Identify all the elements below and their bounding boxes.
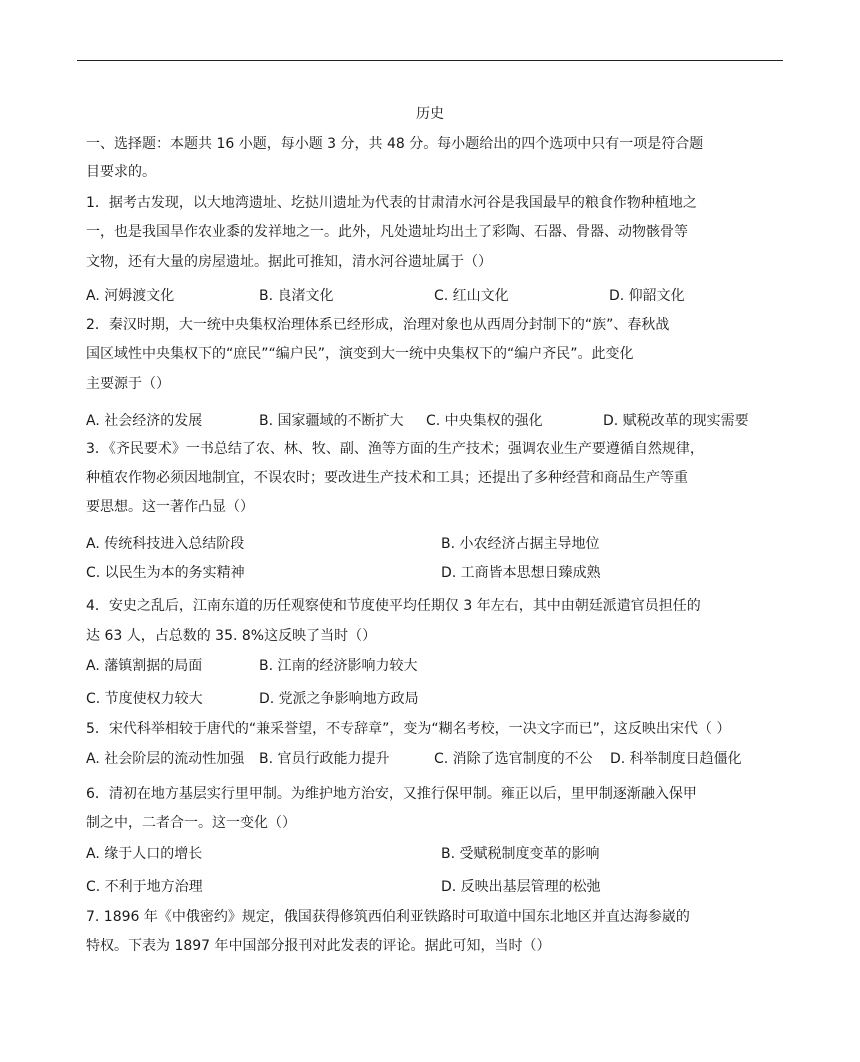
question-5-option-d[interactable]: D. 科举制度日趋僵化 — [610, 751, 742, 767]
question-1-option-d[interactable]: D. 仰韶文化 — [609, 288, 685, 304]
question-6-option-b[interactable]: B. 受赋税制度变革的影响 — [441, 846, 600, 862]
question-5-option-a[interactable]: A. 社会阶层的流动性加强 — [86, 751, 245, 767]
question-7-line-2: 特权。下表为 1897 年中国部分报刊对此发表的评论。据此可知，当时（） — [86, 938, 551, 954]
question-6-option-d[interactable]: D. 反映出基层管理的松弛 — [441, 879, 601, 895]
question-1-line-1: 1．据考古发现，以大地湾遗址、圪挞川遗址为代表的甘肃清水河谷是我国最早的粮食作物种植地之 — [86, 195, 697, 211]
question-1-option-a[interactable]: A. 河姆渡文化 — [86, 288, 175, 304]
question-7-line-1: 7. 1896 年《中俄密约》规定，俄国获得修筑西伯利亚铁路时可取道中国东北地区并直达海参崴的 — [86, 909, 690, 925]
question-6-option-a[interactable]: A. 缘于人口的增长 — [86, 846, 203, 862]
question-5-line-1: 5．宋代科举相较于唐代的“兼采誉望，不专辞章”，变为“糊名考校，一决文字而已”，这反映出宋代（ ） — [86, 721, 731, 737]
question-1-line-2: 一，也是我国旱作农业黍的发祥地之一。此外，凡处遗址均出土了彩陶、石器、骨器、动物骸骨等 — [86, 224, 688, 240]
question-4-line-1: 4．安史之乱后，江南东道的历任观察使和节度使平均任期仅 3 年左右，其中由朝廷派遣官员担任的 — [86, 598, 701, 614]
question-1-option-c[interactable]: C. 红山文化 — [434, 288, 509, 304]
question-3-option-c[interactable]: C. 以民生为本的务实精神 — [86, 565, 245, 581]
question-3-line-1: 3．《齐民要术》一书总结了农、林、牧、副、渔等方面的生产技术；强调农业生产要遵循自然规律， — [86, 441, 704, 457]
question-6-line-2: 制之中，二者合一。这一变化（） — [86, 815, 296, 831]
question-2-option-b[interactable]: B. 国家疆域的不断扩大 — [259, 413, 404, 429]
question-2-line-1: 2．秦汉时期，大一统中央集权治理体系已经形成，治理对象也从西周分封制下的“族”、春秋战 — [86, 317, 670, 333]
question-5-option-c[interactable]: C. 消除了选官制度的不公 — [434, 751, 593, 767]
question-4-option-c[interactable]: C. 节度使权力较大 — [86, 691, 203, 707]
question-3-option-d[interactable]: D. 工商皆本思想日臻成熟 — [441, 565, 601, 581]
question-5-option-b[interactable]: B. 官员行政能力提升 — [259, 751, 390, 767]
question-1-option-b[interactable]: B. 良渚文化 — [259, 288, 334, 304]
question-1-line-3: 文物，还有大量的房屋遗址。据此可推知，清水河谷遗址属于（） — [86, 254, 492, 270]
question-4-option-d[interactable]: D. 党派之争影响地方政局 — [259, 691, 419, 707]
question-2-line-2: 国区域性中央集权下的“庶民”“编户民”，演变到大一统中央集权下的“编户齐民”。此变化 — [86, 346, 634, 362]
question-2-option-c[interactable]: C. 中央集权的强化 — [426, 413, 543, 429]
section-instruction-line-1: 一、选择题：本题共 16 小题，每小题 3 分，共 48 分。每小题给出的四个选项中只有一项是符合题 — [86, 136, 704, 152]
question-4-line-2: 达 63 人，占总数的 35. 8%这反映了当时（） — [86, 628, 377, 644]
page-title: 历史 — [416, 106, 444, 122]
question-3-line-2: 种植农作物必须因地制宜，不误农时；要改进生产技术和工具；还提出了多种经营和商品生产等重 — [86, 470, 688, 486]
question-2-option-d[interactable]: D. 赋税改革的现实需要 — [603, 413, 749, 429]
question-2-line-3: 主要源于（） — [86, 376, 170, 392]
section-instruction-line-2: 目要求的。 — [86, 164, 156, 180]
header-rule — [77, 60, 783, 61]
question-3-option-a[interactable]: A. 传统科技进入总结阶段 — [86, 536, 245, 552]
question-3-option-b[interactable]: B. 小农经济占据主导地位 — [441, 536, 600, 552]
question-3-line-3: 要思想。这一著作凸显（） — [86, 499, 254, 515]
question-4-option-b[interactable]: B. 江南的经济影响力较大 — [259, 658, 418, 674]
question-2-option-a[interactable]: A. 社会经济的发展 — [86, 413, 203, 429]
question-4-option-a[interactable]: A. 藩镇割据的局面 — [86, 658, 203, 674]
question-6-option-c[interactable]: C. 不利于地方治理 — [86, 879, 203, 895]
question-6-line-1: 6．清初在地方基层实行里甲制。为维护地方治安，又推行保甲制。雍正以后，里甲制逐渐融入保甲 — [86, 786, 697, 802]
